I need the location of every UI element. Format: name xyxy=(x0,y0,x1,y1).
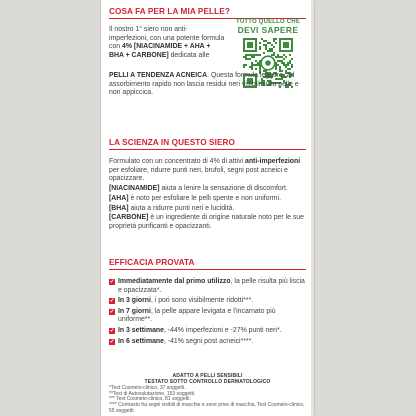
text-run: , i pori sono visibilmente ridotti***. xyxy=(150,297,254,305)
text-run: Formulato con un concentrato di 4% di attivi xyxy=(109,158,245,165)
efficacy-item xyxy=(109,338,307,347)
section-title-what-it-does: COSA FA PER LA MIA PELLE? xyxy=(109,7,306,19)
text-run: è un ingrediente di origine naturale noto per le sue proprietà purificanti e opacizzanti. xyxy=(109,214,304,230)
text-run: , -44% imperfezioni e -27% punti neri*. xyxy=(163,327,282,335)
bold-text: [NIACINAMIDE] xyxy=(109,184,160,192)
footnote: **** Contrasto fra segni visibili di macchie e zone prive di macchia, Test Cosmeto-clinico, 55 soggetti. xyxy=(109,402,305,414)
text-run: per esfoliare, ridurre punti neri, brufoli, segni post acneici e opacizzare. xyxy=(109,166,288,183)
bold-text: In 3 giorni xyxy=(118,297,151,305)
bold-text: [BHA] xyxy=(109,204,129,212)
text-run: Il nostro 1° siero non anti-imperfezioni, con una potente formula con xyxy=(109,26,225,51)
intro-paragraph xyxy=(109,26,225,60)
claim-dermatological: TESTATO SOTTO CONTROLLO DERMATOLOGICO xyxy=(144,379,271,386)
bold-text: In 3 settimane xyxy=(118,327,164,335)
text-run: aiuta a ridurre punti neri e lucidità. xyxy=(128,204,235,212)
efficacy-list xyxy=(109,278,307,348)
text-run: , -41% segni post acneici****. xyxy=(163,337,254,345)
bold-text: [AHA] xyxy=(109,194,129,202)
footnote: **Test di Autovalutazione, 153 soggetti. xyxy=(109,390,196,397)
bold-text: In 6 settimane xyxy=(118,337,164,345)
science-paragraph xyxy=(109,158,305,184)
science-paragraph xyxy=(109,214,305,231)
text-run: aiuta a lenire la sensazione di discomfort. xyxy=(159,184,288,192)
text-run: è noto per esfoliare le pelli spente e non uniformi. xyxy=(128,194,281,202)
science-paragraphs xyxy=(109,158,305,233)
footnote: *Test Cosmeto-clinico, 37 soggetti. xyxy=(109,385,186,391)
checkmark-icon: ✓ xyxy=(109,328,115,335)
science-paragraph xyxy=(109,185,305,194)
text-run: . Questa formula leggera, ad assorbimento rapido non lascia residui neri visibili sulla pelle e non appiccica. xyxy=(109,72,299,97)
text-run: , la pelle appare levigata e l'incarnato più uniforme**. xyxy=(118,307,276,324)
science-paragraph xyxy=(109,205,305,214)
bold-text: anti-imperfezioni xyxy=(244,158,301,165)
qr-label-bottom: DEVI SAPERE xyxy=(237,25,299,35)
product-info-panel xyxy=(101,0,314,416)
efficacy-item xyxy=(109,278,307,295)
checkmark-icon: ✓ xyxy=(109,298,115,305)
package-edge xyxy=(311,0,314,416)
bold-text: PELLI A TENDENZA ACNEICA xyxy=(109,72,208,79)
efficacy-item xyxy=(109,308,307,325)
bold-text: In 7 giorni xyxy=(118,307,151,315)
text-run: , la pelle risulta più liscia e opacizzata*. xyxy=(118,278,305,294)
science-paragraph xyxy=(109,195,305,204)
footnote: *** Test Cosmeto-clinico, 81 soggetti. xyxy=(109,396,191,403)
section-title-efficacy: EFFICACIA PROVATA xyxy=(109,258,306,270)
bold-text: [CARBONE] xyxy=(109,214,149,222)
checkmark-icon: ✓ xyxy=(109,308,115,315)
checkmark-icon: ✓ xyxy=(109,338,115,345)
qr-label-top: TUTTO QUELLO CHE xyxy=(235,19,301,25)
claim-sensitive-skin: ADATTO A PELLI SENSIBILI xyxy=(172,373,243,379)
section-title-science: LA SCIENZA IN QUESTO SIERO xyxy=(109,138,306,150)
claims-block xyxy=(109,373,306,386)
footnotes xyxy=(109,386,309,415)
bold-text: 4% [NIACINAMIDE + AHA + BHA + CARBONE] xyxy=(109,43,211,59)
efficacy-item xyxy=(109,297,307,306)
text-run: dedicata alle xyxy=(168,51,210,59)
bold-text: Immediatamente dal primo utilizzo xyxy=(118,278,231,285)
efficacy-item xyxy=(109,327,307,336)
intro-paragraph-continued xyxy=(109,72,305,98)
checkmark-icon: ✓ xyxy=(109,279,115,285)
